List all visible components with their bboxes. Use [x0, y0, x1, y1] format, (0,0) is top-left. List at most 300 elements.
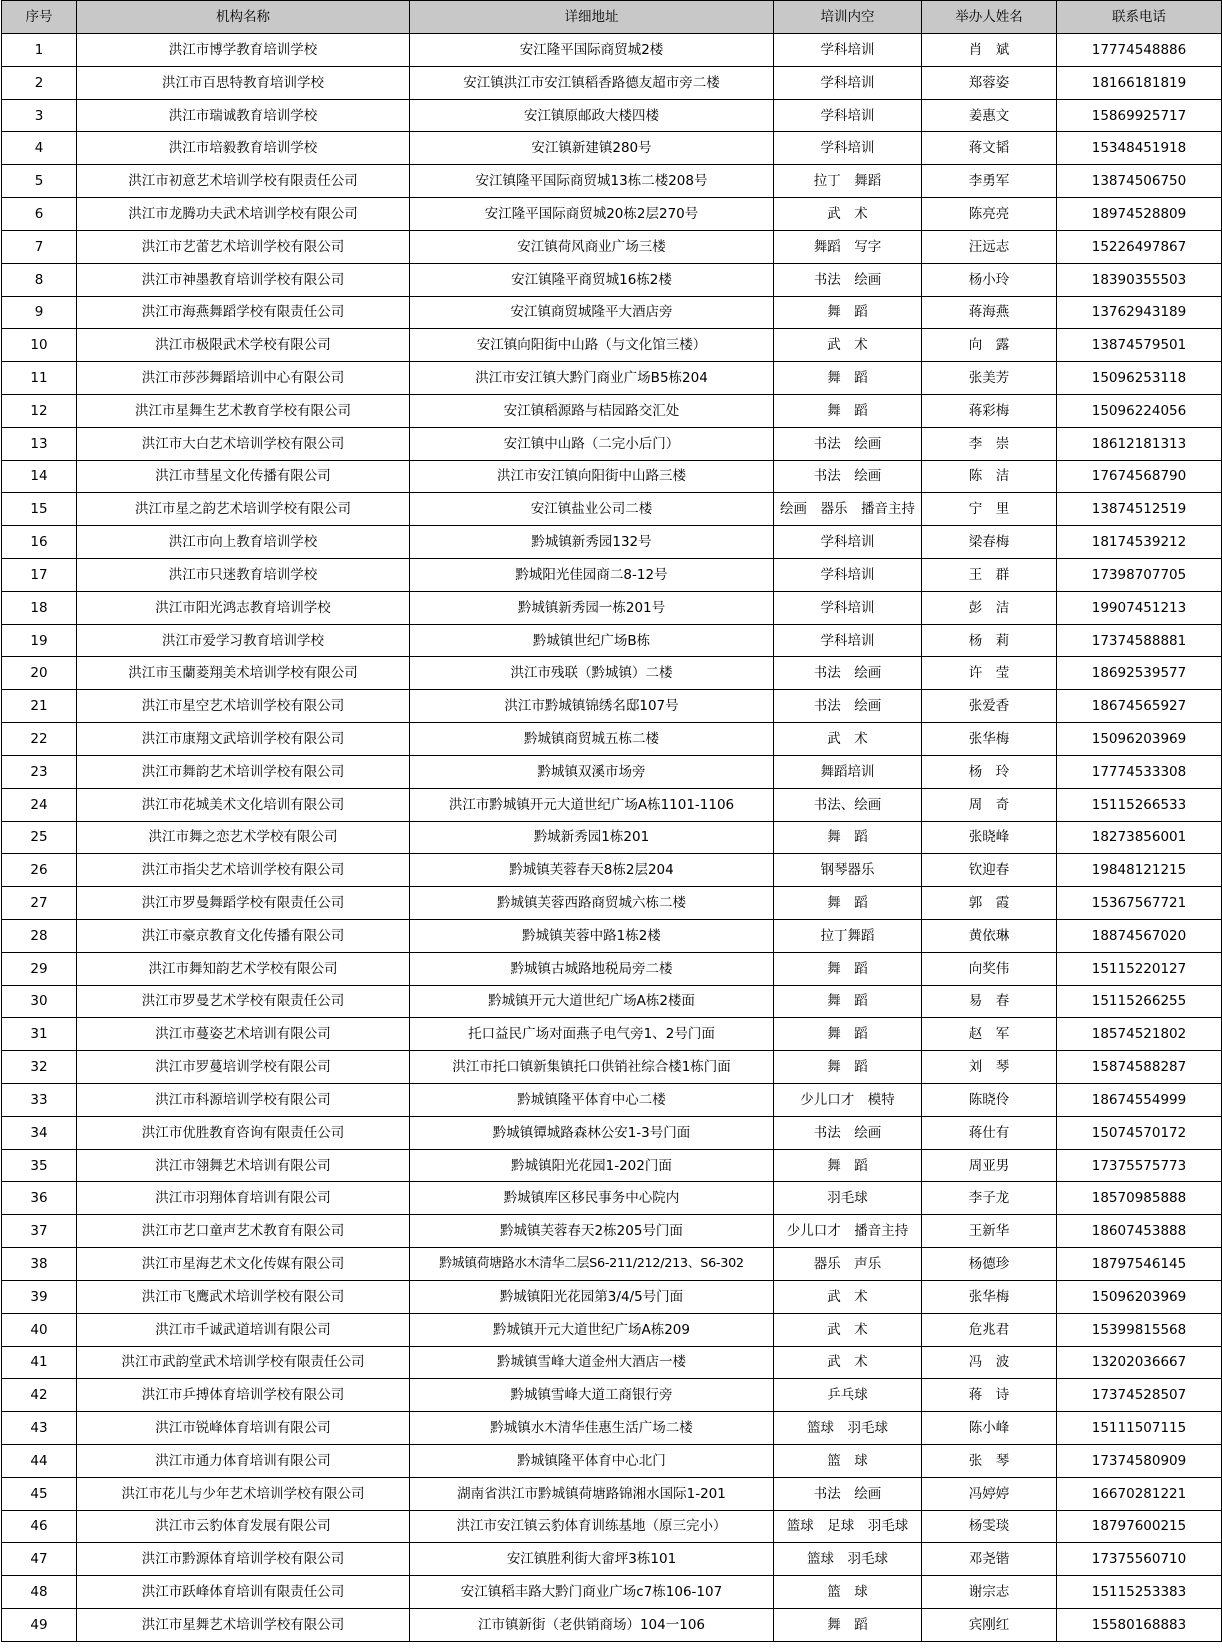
- cell-phone: 18797546145: [1057, 1248, 1222, 1281]
- cell-address: 安江镇稻丰路大黔门商业广场c7栋106-107: [410, 1576, 774, 1609]
- table-row: [2, 788, 1222, 821]
- cell-address: 黔城镇隆平体育中心北门: [410, 1444, 774, 1477]
- cell-index: 37: [2, 1215, 77, 1248]
- cell-organizer-name: 邓尧锴: [922, 1543, 1057, 1576]
- cell-phone: 13874579501: [1057, 329, 1222, 362]
- cell-phone: 18607453888: [1057, 1215, 1222, 1248]
- table-row: [2, 821, 1222, 854]
- table-row: [2, 362, 1222, 395]
- cell-organizer-name: 冯婷婷: [922, 1477, 1057, 1510]
- cell-phone: 16670281221: [1057, 1477, 1222, 1510]
- cell-organizer-name: 张华梅: [922, 723, 1057, 756]
- cell-institution-name: 洪江市莎莎舞蹈培训中心有限公司: [77, 362, 410, 395]
- cell-training-content: 篮 球: [774, 1444, 922, 1477]
- cell-organizer-name: 刘 琴: [922, 1051, 1057, 1084]
- cell-phone: 18674554999: [1057, 1084, 1222, 1117]
- cell-institution-name: 洪江市舞知韵艺术学校有限公司: [77, 952, 410, 985]
- cell-address: 黔城镇芙蓉中路1栋2楼: [410, 919, 774, 952]
- cell-institution-name: 洪江市只迷教育培训学校: [77, 559, 410, 592]
- cell-training-content: 钢琴器乐: [774, 854, 922, 887]
- cell-index: 45: [2, 1477, 77, 1510]
- cell-phone: 15096224056: [1057, 394, 1222, 427]
- cell-institution-name: 洪江市锐峰体育培训有限公司: [77, 1412, 410, 1445]
- cell-institution-name: 洪江市优胜教育咨询有限责任公司: [77, 1116, 410, 1149]
- cell-index: 19: [2, 624, 77, 657]
- cell-organizer-name: 张美芳: [922, 362, 1057, 395]
- header-row: [2, 1, 1222, 34]
- cell-training-content: 学科培训: [774, 99, 922, 132]
- cell-address: 安江镇隆平国际商贸城13栋二楼208号: [410, 165, 774, 198]
- cell-phone: 18273856001: [1057, 821, 1222, 854]
- cell-organizer-name: 陈小峰: [922, 1412, 1057, 1445]
- table-row: [2, 230, 1222, 263]
- table-row: [2, 854, 1222, 887]
- table-row: [2, 1313, 1222, 1346]
- table-row: [2, 329, 1222, 362]
- cell-institution-name: 洪江市星之韵艺术培训学校有限公司: [77, 493, 410, 526]
- table-row: [2, 1346, 1222, 1379]
- cell-organizer-name: 蒋文韬: [922, 132, 1057, 165]
- table-row: [2, 132, 1222, 165]
- cell-index: 26: [2, 854, 77, 887]
- table-row: [2, 99, 1222, 132]
- cell-address: 安江镇隆平商贸城16栋2楼: [410, 263, 774, 296]
- cell-address: 洪江市安江镇云豹体育训练基地（原三完小）: [410, 1510, 774, 1543]
- cell-phone: 18612181313: [1057, 427, 1222, 460]
- cell-institution-name: 洪江市豪京教育文化传播有限公司: [77, 919, 410, 952]
- cell-address: 黔城镇雪峰大道金州大酒店一楼: [410, 1346, 774, 1379]
- cell-phone: 15096253118: [1057, 362, 1222, 395]
- cell-phone: 18674565927: [1057, 690, 1222, 723]
- column-header-organizer-name: 举办人姓名: [922, 1, 1057, 34]
- table-row: [2, 1051, 1222, 1084]
- cell-phone: 15348451918: [1057, 132, 1222, 165]
- table-row: [2, 1149, 1222, 1182]
- cell-index: 40: [2, 1313, 77, 1346]
- table-row: [2, 1280, 1222, 1313]
- cell-phone: 17375560710: [1057, 1543, 1222, 1576]
- cell-training-content: 舞 蹈: [774, 362, 922, 395]
- cell-address: 黔城镇雪峰大道工商银行旁: [410, 1379, 774, 1412]
- column-header-phone: 联系电话: [1057, 1, 1222, 34]
- cell-address: 黔城镇开元大道世纪广场A栋209: [410, 1313, 774, 1346]
- cell-organizer-name: 梁春梅: [922, 526, 1057, 559]
- table-body: [2, 34, 1222, 1642]
- cell-phone: 15096203969: [1057, 723, 1222, 756]
- cell-organizer-name: 王 群: [922, 559, 1057, 592]
- cell-phone: 13874512519: [1057, 493, 1222, 526]
- cell-organizer-name: 郭 霞: [922, 887, 1057, 920]
- cell-index: 3: [2, 99, 77, 132]
- cell-training-content: 篮球 羽毛球: [774, 1412, 922, 1445]
- cell-index: 44: [2, 1444, 77, 1477]
- cell-training-content: 书法 绘画: [774, 1116, 922, 1149]
- cell-index: 6: [2, 198, 77, 231]
- cell-phone: 18390355503: [1057, 263, 1222, 296]
- cell-institution-name: 洪江市科源培训学校有限公司: [77, 1084, 410, 1117]
- cell-training-content: 舞 蹈: [774, 1609, 922, 1642]
- cell-address: 江市镇新街（老供销商场）104一106: [410, 1609, 774, 1642]
- cell-index: 20: [2, 657, 77, 690]
- cell-address: 安江镇商贸城隆平大酒店旁: [410, 296, 774, 329]
- table-row: [2, 1116, 1222, 1149]
- cell-training-content: 羽毛球: [774, 1182, 922, 1215]
- table-row: [2, 559, 1222, 592]
- cell-institution-name: 洪江市飞鹰武术培训学校有限公司: [77, 1280, 410, 1313]
- cell-phone: 15226497867: [1057, 230, 1222, 263]
- cell-organizer-name: 杨德珍: [922, 1248, 1057, 1281]
- cell-organizer-name: 李子龙: [922, 1182, 1057, 1215]
- cell-institution-name: 洪江市星海艺术文化传媒有限公司: [77, 1248, 410, 1281]
- cell-training-content: 书法 绘画: [774, 657, 922, 690]
- cell-institution-name: 洪江市星空艺术培训学校有限公司: [77, 690, 410, 723]
- column-header-address: 详细地址: [410, 1, 774, 34]
- cell-index: 49: [2, 1609, 77, 1642]
- cell-institution-name: 洪江市罗蔓培训学校有限公司: [77, 1051, 410, 1084]
- cell-training-content: 学科培训: [774, 132, 922, 165]
- cell-index: 21: [2, 690, 77, 723]
- cell-address: 黔城镇库区移民事务中心院内: [410, 1182, 774, 1215]
- table-row: [2, 263, 1222, 296]
- cell-institution-name: 洪江市花儿与少年艺术培训学校有限公司: [77, 1477, 410, 1510]
- cell-phone: 18974528809: [1057, 198, 1222, 231]
- cell-organizer-name: 周亚男: [922, 1149, 1057, 1182]
- table-row: [2, 1379, 1222, 1412]
- cell-index: 36: [2, 1182, 77, 1215]
- cell-organizer-name: 危兆君: [922, 1313, 1057, 1346]
- cell-organizer-name: 张华梅: [922, 1280, 1057, 1313]
- cell-index: 38: [2, 1248, 77, 1281]
- cell-institution-name: 洪江市千诚武道培训有限公司: [77, 1313, 410, 1346]
- cell-phone: 17374580909: [1057, 1444, 1222, 1477]
- cell-institution-name: 洪江市蔓姿艺术培训有限公司: [77, 1018, 410, 1051]
- cell-index: 29: [2, 952, 77, 985]
- cell-address: 安江镇中山路（二完小后门）: [410, 427, 774, 460]
- cell-address: 黔城镇商贸城五栋二楼: [410, 723, 774, 756]
- table-row: [2, 624, 1222, 657]
- cell-phone: 15115220127: [1057, 952, 1222, 985]
- cell-address: 黔城新秀园1栋201: [410, 821, 774, 854]
- cell-index: 18: [2, 591, 77, 624]
- table-row: [2, 755, 1222, 788]
- cell-phone: 18692539577: [1057, 657, 1222, 690]
- cell-address: 黔城镇镡城路森林公安1-3号门面: [410, 1116, 774, 1149]
- cell-address: 黔城镇芙蓉春天2栋205号门面: [410, 1215, 774, 1248]
- cell-index: 7: [2, 230, 77, 263]
- cell-address: 黔城镇荷塘路水木清华二层S6-211/212/213、S6-302: [410, 1248, 774, 1281]
- cell-address: 黔城镇水木清华佳惠生活广场二楼: [410, 1412, 774, 1445]
- cell-institution-name: 洪江市星舞生艺术教育学校有限公司: [77, 394, 410, 427]
- cell-institution-name: 洪江市舞之恋艺术学校有限公司: [77, 821, 410, 854]
- cell-index: 35: [2, 1149, 77, 1182]
- cell-organizer-name: 彭 洁: [922, 591, 1057, 624]
- cell-address: 安江镇胜利街大畲坪3栋101: [410, 1543, 774, 1576]
- cell-address: 洪江市安江镇向阳街中山路三楼: [410, 460, 774, 493]
- cell-institution-name: 洪江市通力体育培训有限公司: [77, 1444, 410, 1477]
- table-row: [2, 1609, 1222, 1642]
- cell-institution-name: 洪江市向上教育培训学校: [77, 526, 410, 559]
- table-row: [2, 460, 1222, 493]
- cell-organizer-name: 谢宗志: [922, 1576, 1057, 1609]
- table-row: [2, 985, 1222, 1018]
- cell-index: 32: [2, 1051, 77, 1084]
- cell-institution-name: 洪江市阳光鸿志教育培训学校: [77, 591, 410, 624]
- cell-organizer-name: 姜惠文: [922, 99, 1057, 132]
- table-row: [2, 1182, 1222, 1215]
- cell-organizer-name: 宾刚红: [922, 1609, 1057, 1642]
- cell-phone: 15580168883: [1057, 1609, 1222, 1642]
- cell-institution-name: 洪江市瑞诚教育培训学校: [77, 99, 410, 132]
- cell-phone: 15869925717: [1057, 99, 1222, 132]
- cell-address: 洪江市黔城镇锦绣名邸107号: [410, 690, 774, 723]
- cell-training-content: 学科培训: [774, 526, 922, 559]
- cell-training-content: 学科培训: [774, 559, 922, 592]
- cell-training-content: 武 术: [774, 723, 922, 756]
- cell-phone: 15115253383: [1057, 1576, 1222, 1609]
- cell-index: 43: [2, 1412, 77, 1445]
- cell-organizer-name: 黄依琳: [922, 919, 1057, 952]
- cell-index: 24: [2, 788, 77, 821]
- cell-institution-name: 洪江市罗曼艺术学校有限责任公司: [77, 985, 410, 1018]
- cell-organizer-name: 冯 波: [922, 1346, 1057, 1379]
- cell-phone: 15115266533: [1057, 788, 1222, 821]
- cell-training-content: 书法 绘画: [774, 427, 922, 460]
- cell-organizer-name: 钦迎春: [922, 854, 1057, 887]
- cell-institution-name: 洪江市海燕舞蹈学校有限责任公司: [77, 296, 410, 329]
- cell-index: 17: [2, 559, 77, 592]
- cell-address: 黔城镇双溪市场旁: [410, 755, 774, 788]
- cell-index: 34: [2, 1116, 77, 1149]
- cell-index: 16: [2, 526, 77, 559]
- cell-address: 安江镇盐业公司二楼: [410, 493, 774, 526]
- cell-organizer-name: 杨 玲: [922, 755, 1057, 788]
- cell-organizer-name: 王新华: [922, 1215, 1057, 1248]
- cell-address: 安江隆平国际商贸城20栋2层270号: [410, 198, 774, 231]
- cell-organizer-name: 向 露: [922, 329, 1057, 362]
- cell-address: 黔城镇古城路地税局旁二楼: [410, 952, 774, 985]
- cell-organizer-name: 宁 里: [922, 493, 1057, 526]
- cell-phone: 19907451213: [1057, 591, 1222, 624]
- cell-address: 黔城镇阳光花园1-202门面: [410, 1149, 774, 1182]
- cell-organizer-name: 蒋仕有: [922, 1116, 1057, 1149]
- cell-institution-name: 洪江市神墨教育培训学校有限公司: [77, 263, 410, 296]
- cell-organizer-name: 郑蓉姿: [922, 66, 1057, 99]
- table-row: [2, 1412, 1222, 1445]
- cell-address: 黔城镇隆平体育中心二楼: [410, 1084, 774, 1117]
- cell-phone: 13202036667: [1057, 1346, 1222, 1379]
- cell-index: 41: [2, 1346, 77, 1379]
- cell-phone: 15115266255: [1057, 985, 1222, 1018]
- table-row: [2, 1543, 1222, 1576]
- cell-index: 31: [2, 1018, 77, 1051]
- cell-institution-name: 洪江市博学教育培训学校: [77, 34, 410, 67]
- cell-institution-name: 洪江市大白艺术培训学校有限公司: [77, 427, 410, 460]
- cell-organizer-name: 许 莹: [922, 657, 1057, 690]
- cell-training-content: 篮球 羽毛球: [774, 1543, 922, 1576]
- cell-organizer-name: 蒋海燕: [922, 296, 1057, 329]
- cell-institution-name: 洪江市舞韵艺术培训学校有限公司: [77, 755, 410, 788]
- cell-address: 安江镇荷风商业广场三楼: [410, 230, 774, 263]
- cell-organizer-name: 李 崇: [922, 427, 1057, 460]
- cell-training-content: 拉丁舞蹈: [774, 919, 922, 952]
- cell-institution-name: 洪江市培毅教育培训学校: [77, 132, 410, 165]
- cell-address: 黔城镇芙蓉春天8栋2层204: [410, 854, 774, 887]
- cell-organizer-name: 张爱香: [922, 690, 1057, 723]
- cell-phone: 17774548886: [1057, 34, 1222, 67]
- table-row: [2, 427, 1222, 460]
- table-row: [2, 1248, 1222, 1281]
- cell-phone: 17674568790: [1057, 460, 1222, 493]
- cell-phone: 18570985888: [1057, 1182, 1222, 1215]
- cell-training-content: 书法、绘画: [774, 788, 922, 821]
- column-header-institution-name: 机构名称: [77, 1, 410, 34]
- column-header-index: 序号: [2, 1, 77, 34]
- table-row: [2, 919, 1222, 952]
- cell-index: 4: [2, 132, 77, 165]
- cell-organizer-name: 汪远志: [922, 230, 1057, 263]
- cell-training-content: 舞 蹈: [774, 1051, 922, 1084]
- cell-address: 黔城镇阳光花园第3/4/5号门面: [410, 1280, 774, 1313]
- cell-address: 黔城镇新秀园一栋201号: [410, 591, 774, 624]
- cell-address: 黔城阳光佳园商二8-12号: [410, 559, 774, 592]
- cell-index: 8: [2, 263, 77, 296]
- cell-index: 33: [2, 1084, 77, 1117]
- cell-institution-name: 洪江市极限武术学校有限公司: [77, 329, 410, 362]
- cell-organizer-name: 李勇军: [922, 165, 1057, 198]
- cell-institution-name: 洪江市彗星文化传播有限公司: [77, 460, 410, 493]
- cell-institution-name: 洪江市乒搏体育培训学校有限公司: [77, 1379, 410, 1412]
- cell-index: 22: [2, 723, 77, 756]
- cell-organizer-name: 蒋 诗: [922, 1379, 1057, 1412]
- cell-institution-name: 洪江市康翔文武培训学校有限公司: [77, 723, 410, 756]
- cell-index: 46: [2, 1510, 77, 1543]
- cell-phone: 19848121215: [1057, 854, 1222, 887]
- cell-training-content: 舞蹈 写字: [774, 230, 922, 263]
- cell-index: 25: [2, 821, 77, 854]
- cell-address: 黔城镇世纪广场B栋: [410, 624, 774, 657]
- cell-index: 39: [2, 1280, 77, 1313]
- table-row: [2, 526, 1222, 559]
- cell-institution-name: 洪江市玉蘭菱翔美术培训学校有限公司: [77, 657, 410, 690]
- cell-training-content: 武 术: [774, 1346, 922, 1379]
- cell-organizer-name: 肖 斌: [922, 34, 1057, 67]
- cell-index: 30: [2, 985, 77, 1018]
- cell-training-content: 武 术: [774, 329, 922, 362]
- table-header: [2, 1, 1222, 34]
- cell-institution-name: 洪江市罗曼舞蹈学校有限责任公司: [77, 887, 410, 920]
- cell-training-content: 舞 蹈: [774, 394, 922, 427]
- cell-training-content: 武 术: [774, 198, 922, 231]
- cell-institution-name: 洪江市龙腾功夫武术培训学校有限公司: [77, 198, 410, 231]
- cell-address: 湖南省洪江市黔城镇荷塘路锦湘水国际1-201: [410, 1477, 774, 1510]
- cell-phone: 17374588881: [1057, 624, 1222, 657]
- cell-address: 安江镇原邮政大楼四楼: [410, 99, 774, 132]
- cell-index: 48: [2, 1576, 77, 1609]
- cell-phone: 17774533308: [1057, 755, 1222, 788]
- cell-training-content: 舞蹈培训: [774, 755, 922, 788]
- cell-organizer-name: 杨 莉: [922, 624, 1057, 657]
- cell-training-content: 书法 绘画: [774, 690, 922, 723]
- cell-address: 洪江市残联（黔城镇）二楼: [410, 657, 774, 690]
- cell-index: 23: [2, 755, 77, 788]
- cell-institution-name: 洪江市花城美术文化培训有限公司: [77, 788, 410, 821]
- cell-address: 安江镇洪江市安江镇稻香路德友超市旁二楼: [410, 66, 774, 99]
- table-row: [2, 66, 1222, 99]
- cell-training-content: 拉丁 舞蹈: [774, 165, 922, 198]
- table-row: [2, 493, 1222, 526]
- table-row: [2, 591, 1222, 624]
- cell-address: 黔城镇新秀园132号: [410, 526, 774, 559]
- cell-address: 安江镇新建镇280号: [410, 132, 774, 165]
- cell-address: 黔城镇开元大道世纪广场A栋2楼面: [410, 985, 774, 1018]
- cell-training-content: 乒乓球: [774, 1379, 922, 1412]
- cell-index: 12: [2, 394, 77, 427]
- cell-phone: 15074570172: [1057, 1116, 1222, 1149]
- cell-training-content: 舞 蹈: [774, 821, 922, 854]
- cell-organizer-name: 陈 洁: [922, 460, 1057, 493]
- cell-phone: 17375575773: [1057, 1149, 1222, 1182]
- cell-training-content: 绘画 器乐 播音主持: [774, 493, 922, 526]
- cell-index: 42: [2, 1379, 77, 1412]
- cell-phone: 17374528507: [1057, 1379, 1222, 1412]
- cell-training-content: 舞 蹈: [774, 887, 922, 920]
- cell-address: 安江隆平国际商贸城2楼: [410, 34, 774, 67]
- cell-organizer-name: 赵 军: [922, 1018, 1057, 1051]
- table-row: [2, 723, 1222, 756]
- cell-phone: 18166181819: [1057, 66, 1222, 99]
- cell-institution-name: 洪江市黔源体育培训学校有限公司: [77, 1543, 410, 1576]
- cell-training-content: 武 术: [774, 1313, 922, 1346]
- cell-training-content: 书法 绘画: [774, 460, 922, 493]
- cell-organizer-name: 周 奇: [922, 788, 1057, 821]
- cell-address: 洪江市黔城镇开元大道世纪广场A栋1101-1106: [410, 788, 774, 821]
- cell-index: 28: [2, 919, 77, 952]
- table-row: [2, 1018, 1222, 1051]
- institution-table: [1, 0, 1222, 1642]
- table-row: [2, 1576, 1222, 1609]
- cell-address: 洪江市托口镇新集镇托口供销社综合楼1栋门面: [410, 1051, 774, 1084]
- cell-phone: 15111507115: [1057, 1412, 1222, 1445]
- cell-institution-name: 洪江市星舞艺术培训学校有限公司: [77, 1609, 410, 1642]
- cell-phone: 13762943189: [1057, 296, 1222, 329]
- cell-organizer-name: 张 琴: [922, 1444, 1057, 1477]
- table-row: [2, 1084, 1222, 1117]
- column-header-training-content: 培训内空: [774, 1, 922, 34]
- cell-index: 5: [2, 165, 77, 198]
- cell-index: 10: [2, 329, 77, 362]
- cell-phone: 18174539212: [1057, 526, 1222, 559]
- cell-phone: 15874588287: [1057, 1051, 1222, 1084]
- cell-phone: 18797600215: [1057, 1510, 1222, 1543]
- cell-institution-name: 洪江市跃峰体育培训有限责任公司: [77, 1576, 410, 1609]
- cell-index: 2: [2, 66, 77, 99]
- cell-institution-name: 洪江市羽翔体育培训有限公司: [77, 1182, 410, 1215]
- cell-address: 洪江市安江镇大黔门商业广场B5栋204: [410, 362, 774, 395]
- cell-index: 15: [2, 493, 77, 526]
- cell-institution-name: 洪江市百思特教育培训学校: [77, 66, 410, 99]
- cell-training-content: 少儿口才 播音主持: [774, 1215, 922, 1248]
- cell-training-content: 学科培训: [774, 624, 922, 657]
- cell-organizer-name: 张晓峰: [922, 821, 1057, 854]
- table-row: [2, 952, 1222, 985]
- cell-institution-name: 洪江市爱学习教育培训学校: [77, 624, 410, 657]
- cell-organizer-name: 蒋彩梅: [922, 394, 1057, 427]
- cell-index: 9: [2, 296, 77, 329]
- cell-training-content: 器乐 声乐: [774, 1248, 922, 1281]
- table-row: [2, 1444, 1222, 1477]
- cell-phone: 17398707705: [1057, 559, 1222, 592]
- cell-address: 黔城镇芙蓉西路商贸城六栋二楼: [410, 887, 774, 920]
